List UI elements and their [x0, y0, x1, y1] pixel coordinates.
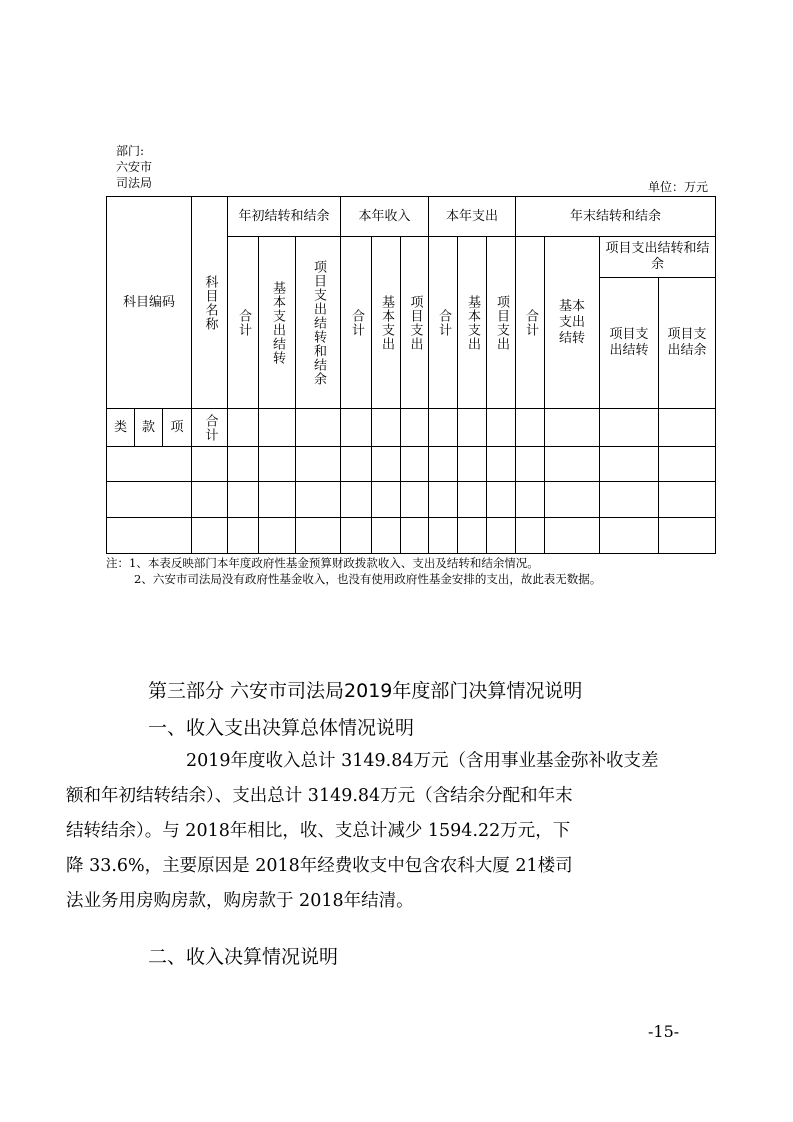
row-total: [192, 409, 227, 446]
subsection-title-1: 一、收入支出决算总体情况说明: [148, 717, 415, 739]
end-basic-carry-header: 基本支出结转: [558, 298, 585, 346]
income-total-header: [341, 237, 371, 408]
start-basic-carry-text: 基本支出结转: [270, 280, 285, 365]
expense-project-header: [487, 237, 515, 408]
start-total-text: 合计: [236, 308, 251, 337]
expense-basic-text: 基本支出: [465, 294, 480, 351]
start-total-header: [228, 237, 258, 408]
note-line: 注：1、本表反映部门本年度政府性基金预算财政拨款收入、支出及结转和结余情况。: [106, 556, 539, 570]
para-line: 结转结余）。与 2018年相比，收、支总计减少 1594.22万元，下: [66, 821, 571, 841]
group-income-header: 本年收入: [358, 208, 411, 224]
end-project-header: 项目支出结转和结余: [605, 241, 710, 272]
para-line: 法业务用房购房款，购房款于 2018年结清。: [66, 891, 414, 911]
group-expense-header: 本年支出: [445, 208, 498, 224]
para-line: 2019年度收入总计 3149.84万元（含用事业基金弥补收支差: [186, 751, 659, 771]
expense-total-text: 合计: [436, 308, 451, 337]
page-number: -15-: [648, 1022, 680, 1041]
income-total-text: 合计: [349, 308, 364, 337]
col-name-header: [192, 197, 227, 408]
end-project-balance-header: 项目支出结余: [667, 327, 707, 358]
para-line: 降 33.6%，主要原因是 2018年经费收支中包含农科大厦 21楼司: [66, 856, 573, 876]
row-total-text: 合计: [202, 413, 218, 442]
end-total-header: [516, 237, 544, 408]
income-project-text: 项目支出: [407, 294, 423, 351]
income-basic-header: [372, 237, 400, 408]
income-basic-text: 基本支出: [379, 294, 394, 351]
end-project-carry-header: 项目支出结转: [609, 327, 649, 358]
dept-line: 司法局: [116, 176, 153, 190]
table-notes: [106, 555, 601, 587]
group-end-header: 年末结转和结余: [569, 208, 661, 224]
expense-project-text: 项目支出: [494, 294, 509, 351]
start-project-carry-text: 项目支出结转和结余: [311, 259, 326, 386]
subsection-title-2: 二、收入决算情况说明: [148, 946, 339, 968]
unit-label: 单位：万元: [647, 180, 708, 194]
expense-basic-header: [458, 237, 486, 408]
group-start-header: 年初结转和结余: [238, 208, 330, 224]
para-line: 额和年初结转结余）、支出总计 3149.84万元（含结余分配和年末: [66, 786, 573, 806]
expense-total-header: [429, 237, 457, 408]
col-code-header: 科目编码: [122, 294, 175, 310]
dept-line: 部门:: [116, 144, 145, 158]
row-lei: 类: [113, 419, 127, 435]
col-name-text: 科目名称: [202, 274, 218, 331]
row-kuan: 款: [141, 419, 155, 435]
income-project-header: [401, 237, 428, 408]
start-project-carry-header: [296, 237, 340, 408]
start-basic-carry-header: [259, 237, 295, 408]
body-paragraph: [66, 744, 708, 919]
section-title: 第三部分 六安市司法局2019年度部门决算情况说明: [148, 680, 583, 702]
note-line: 2、六安市司法局没有政府性基金收入，也没有使用政府性基金安排的支出，故此表无数据。: [134, 572, 602, 586]
row-xiang: 项: [170, 419, 184, 435]
end-total-text: 合计: [523, 308, 538, 337]
dept-line: 六安市: [116, 160, 153, 174]
